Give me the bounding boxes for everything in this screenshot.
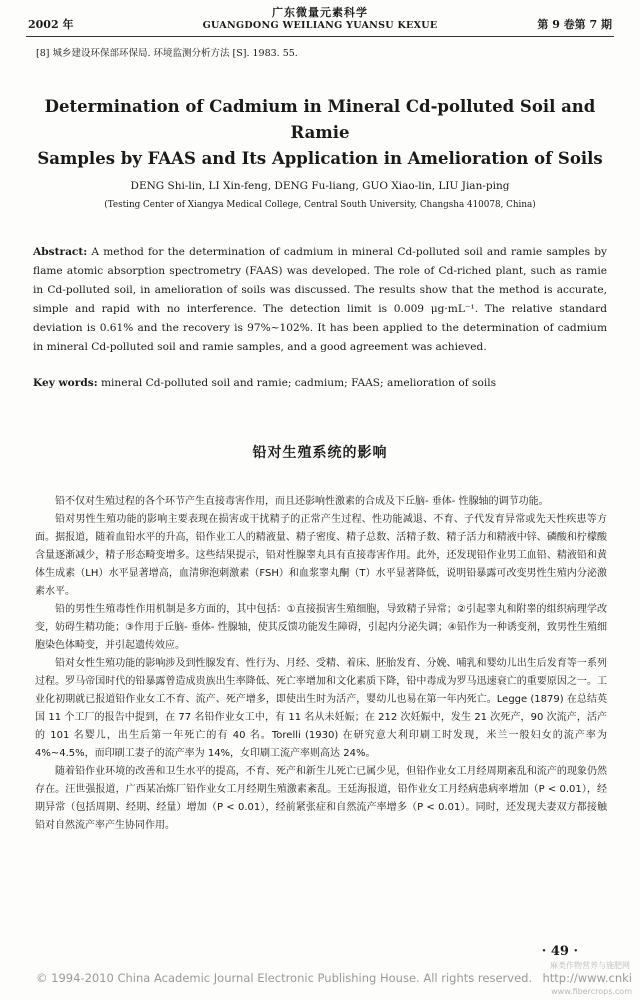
keywords <box>33 377 607 389</box>
section-body <box>35 493 607 835</box>
abstract-label: Abstract: <box>33 246 88 258</box>
keywords-label: Key words: <box>33 377 98 389</box>
abstract <box>33 243 607 357</box>
journal-name-en: GUANGDONG WEILIANG YUANSU KEXUE <box>202 20 438 31</box>
body-paragraph: 铅对男性生殖功能的影响主要表现在损害或干扰精子的正常产生过程、性功能减退、不育、子代发育异常或先天性疾患等方面。据报道，随着血铅水平的升高，铅作业工人的精液量、精子密度、精子总数、活精子数、精子活力和精液中锌、磷酸和柠檬酸含量逐渐减少，精子形态畸变增多。这些结果提示，铅对性腺睾丸具有直接毒害作用。此外，还发现铅作业男工血铅、精液铅和黄体生成素（LH）水平显著增高，血清卵泡刺激素（FSH）和血浆睾丸酮（T）水平显著降低，说明铅暴露可改变男性生殖内分泌激素水平。 <box>35 514 607 597</box>
body-paragraph: 铅对女性生殖功能的影响涉及到性腺发育、性行为、月经、受精、着床、胚胎发育、分娩、哺乳和婴幼儿出生后发育等一系列过程。罗马帝国时代的铅暴露曾造成贵族出生率降低、死亡率增加和文化素质下降，铅中毒成为罗马迅速衰亡的重要原因之一。工业化初期就已报道铅作业女工不育、流产、死产增多，即使出生时为活产，婴幼儿也易在第一年内死亡。Legge (1879) 在总结英国 11 个工厂的报告中提到，在 77 名铅作业女工中，有 11 名从未妊娠；在 212 次妊娠中，发生 21 次死产，90 次流产，活产的 101 名婴儿，出生后第一年死亡的有 40 名。Torelli (1930) 在研究意大利印刷工时发现，米兰一般妇女的流产率为 4%~4.5%，而印刷工妻子的流产率为 14%，女印刷工流产率则高达 24%。 <box>35 658 607 759</box>
header-volume: 第 9 卷第 7 期 <box>537 18 612 31</box>
watermark-en: www.fibercrops.com <box>551 987 632 996</box>
header-journal <box>28 6 612 32</box>
journal-name-cn: 广东微量元素科学 <box>272 6 368 19</box>
paper-title <box>30 94 610 172</box>
authors: DENG Shi-lin, LI Xin-feng, DENG Fu-liang, GUO Xiao-lin, LIU Jian-ping <box>130 180 510 192</box>
paper-title-line-2: Samples by FAAS and Its Application in Amelioration of Soils <box>37 149 603 168</box>
running-header <box>28 6 612 36</box>
keywords-text: mineral Cd-polluted soil and ramie; cadmium; FAAS; amelioration of soils <box>97 377 497 389</box>
page-number: · 49 · <box>541 944 578 959</box>
copyright-notice: © 1994-2010 China Academic Journal Electronic Publishing House. All rights reserved. <box>36 971 533 985</box>
body-paragraph: 随着铅作业环境的改善和卫生水平的提高，不育、死产和新生儿死亡已属少见，但铅作业女工月经周期紊乱和流产的现象仍然存在。汪世强报道，广西某冶炼厂铅作业女工月经期生殖激素紊乱。王廷海报道，铅作业女工月经病患病率增加（P < 0.01），经期异常（包括周期、经期、经量）增加（P < 0.01），经前紧张症和自然流产率增多（P < 0.01）。同时，还发现夫妻双方都接触铅对自然流产率产生协同作用。 <box>35 766 607 831</box>
paper-title-line-1: Determination of Cadmium in Mineral Cd-polluted Soil and Ramie <box>44 97 596 142</box>
publisher-url[interactable]: http://www.cnki <box>542 971 632 985</box>
watermark-cn: 麻类作物营养与施肥网 <box>550 961 630 970</box>
reference-entry: [8] 城乡建设环保部环保局. 环境监测分析方法 [S]. 1983. 55. <box>36 48 298 59</box>
footer <box>0 961 640 1000</box>
affiliation: (Testing Center of Xiangya Medical College, Central South University, Changsha 410078, China) <box>104 200 536 210</box>
abstract-text: A method for the determination of cadmium in mineral Cd-polluted soil and ramie samples by flame atomic absorption spectrometry (FAAS) was developed. The role of Cd-riched plant, such as ramie in Cd-polluted soil, in amelioration of soils was discussed. The results show that the method is accurate, simple and rapid with no interference. The detection limit is 0.009 μg·mL⁻¹. The relative standard deviation is 0.61% and the recovery is 97%~102%. It has been applied to the determination of cadmium in mineral Cd-polluted soil and ramie samples, and a good agreement was achieved. <box>33 246 607 353</box>
body-paragraph: 铅不仅对生殖过程的各个环节产生直接毒害作用，而且还影响性激素的合成及下丘脑- 垂体- 性腺轴的调节功能。 <box>55 496 549 507</box>
body-paragraph: 铅的男性生殖毒性作用机制是多方面的，其中包括：①直接损害生殖细胞，导致精子异常；②引起睾丸和附睾的组织病理学改变，妨碍生精功能；③作用于丘脑- 垂体- 性腺轴，使其反馈功能发生障碍，引起内分泌失调；④铅作为一种诱变剂，致男性生殖细胞染色体畸变，并引起遗传效应。 <box>35 604 607 651</box>
header-year: 2002 年 <box>28 18 74 31</box>
section-heading: 铅对生殖系统的影响 <box>252 445 388 461</box>
header-rule <box>26 36 614 37</box>
